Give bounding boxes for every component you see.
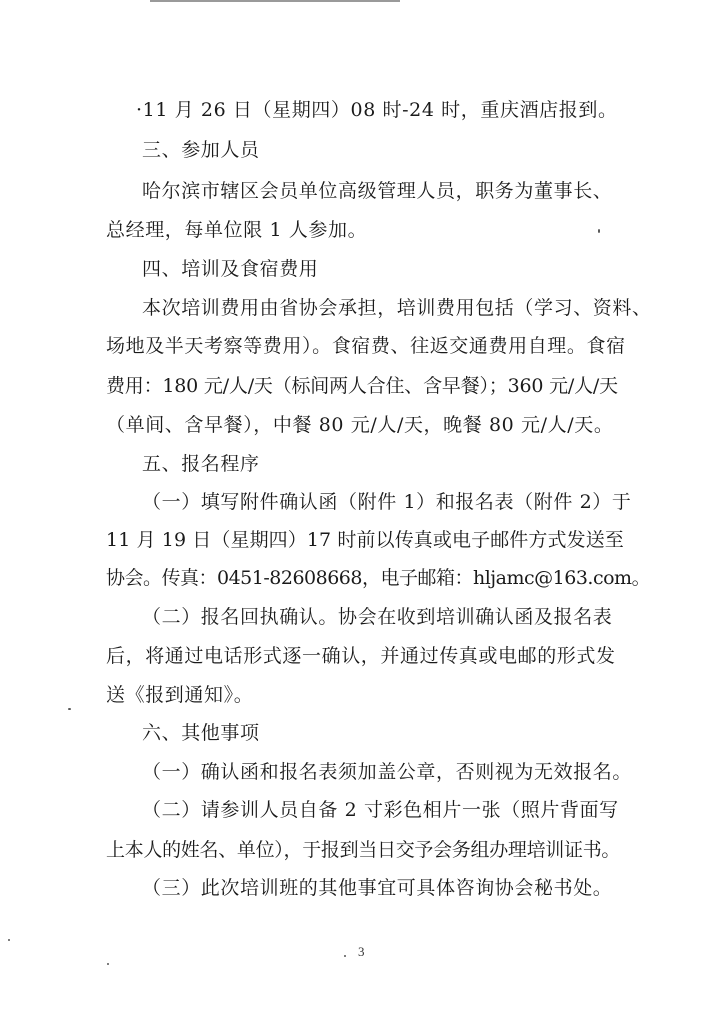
- section-heading-participants: 三、参加人员: [142, 139, 260, 161]
- line-other-2: （二）请参训人员自备 2 寸彩色相片一张（照片背面写: [142, 799, 619, 821]
- line-fees-3: 费用：180 元/人/天（标间两人合住、含早餐）；360 元/人/天: [106, 375, 618, 397]
- line-arrival-time: ·11 月 26 日（星期四）08 时-24 时，重庆酒店报到。: [136, 99, 618, 121]
- line-other-4: （三）此次培训班的其他事宜可具体咨询协会秘书处。: [142, 877, 613, 899]
- line-registration-4: （二）报名回执确认。协会在收到培训确认函及报名表: [142, 606, 613, 628]
- page-number: 3: [358, 944, 365, 959]
- line-other-1: （一）确认函和报名表须加盖公章，否则视为无效报名。: [142, 761, 633, 783]
- line-registration-2: 11 月 19 日（星期四）17 时前以传真或电子邮件方式发送至: [106, 529, 624, 551]
- scan-speck: [598, 229, 600, 233]
- section-heading-other: 六、其他事项: [142, 722, 260, 744]
- section-heading-registration: 五、报名程序: [142, 453, 260, 475]
- scan-speck: [107, 963, 109, 965]
- line-registration-6: 送《报到通知》。: [106, 684, 254, 706]
- line-registration-1: （一）填写附件确认函（附件 1）和报名表（附件 2）于: [142, 491, 632, 513]
- line-participants-1: 哈尔滨市辖区会员单位高级管理人员，职务为董事长、: [142, 180, 613, 202]
- line-fees-1: 本次培训费用由省协会承担，培训费用包括（学习、资料、: [142, 297, 652, 319]
- section-heading-fees: 四、培训及食宿费用: [142, 258, 319, 280]
- line-other-3: 上本人的姓名、单位），于报到当日交予会务组办理培训证书。: [106, 839, 621, 861]
- top-rule: [150, 0, 400, 2]
- line-registration-5: 后，将通过电话形式逐一确认，并通过传真或电邮的形式发: [106, 645, 616, 667]
- scan-speck: [8, 939, 10, 941]
- line-participants-2: 总经理，每单位限 1 人参加。: [106, 219, 368, 241]
- line-fees-2: 场地及半天考察等费用）。食宿费、往返交通费用自理。食宿: [106, 335, 626, 357]
- scan-speck: [68, 708, 71, 710]
- scan-speck: [344, 955, 346, 957]
- line-fees-4: （单间、含早餐），中餐 80 元/人/天，晚餐 80 元/人/天。: [106, 414, 614, 436]
- line-registration-3: 协会。传真：0451-82608668，电子邮箱：hljamc@163.com。: [106, 567, 651, 589]
